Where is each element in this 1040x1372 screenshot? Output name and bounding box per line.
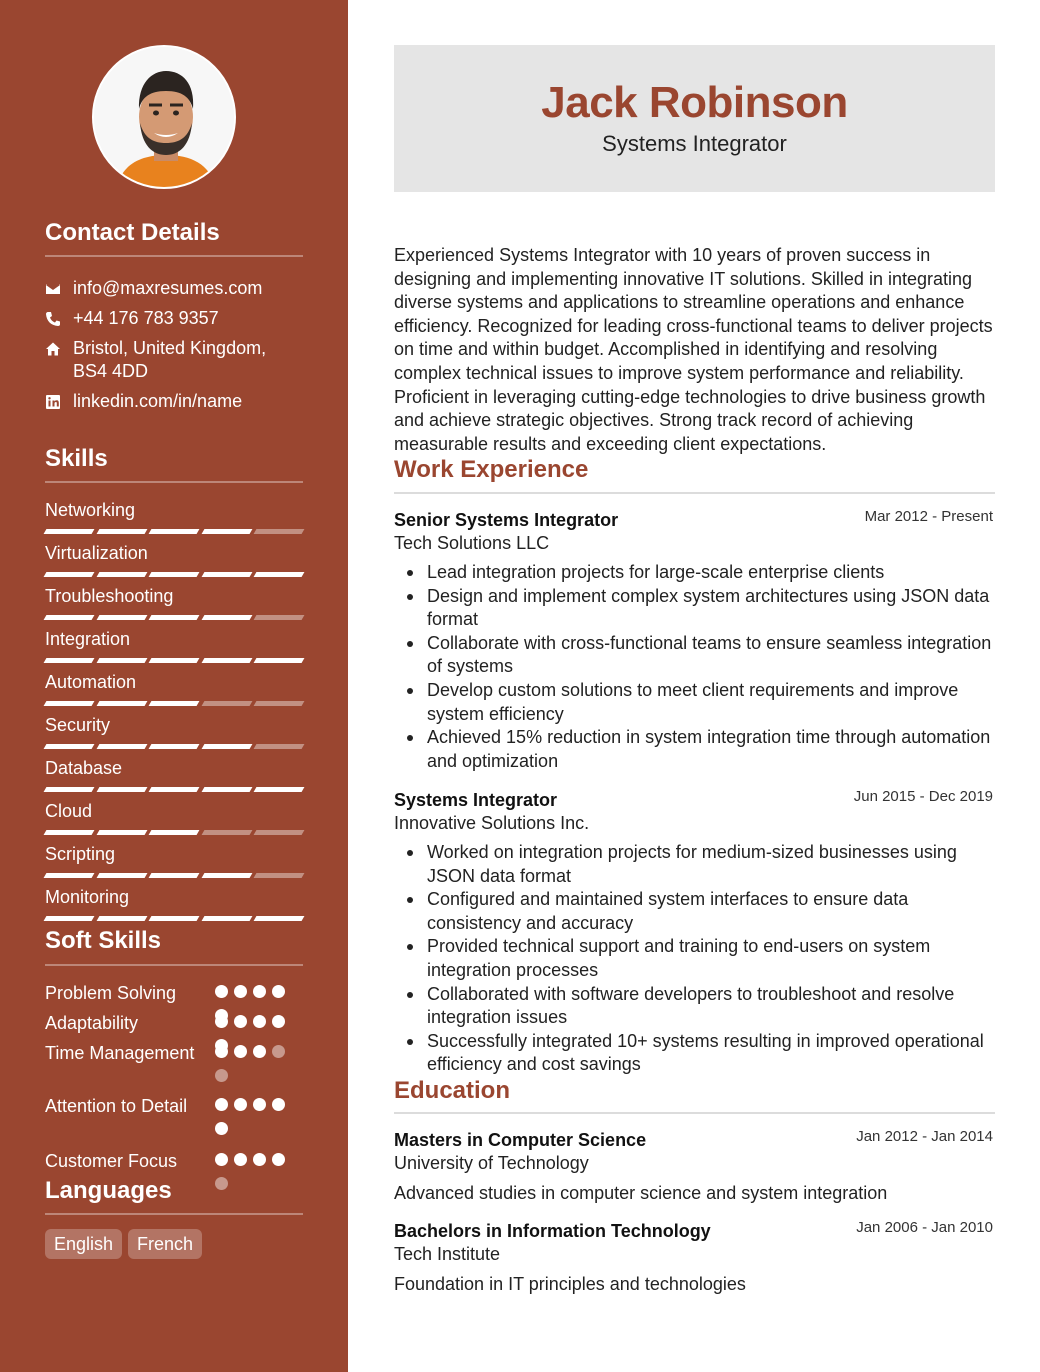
header [394, 45, 995, 192]
skill-level-segment [254, 787, 304, 792]
rating-dot [215, 1045, 228, 1058]
soft-skills-divider [45, 964, 303, 966]
skill-level-segment [149, 830, 199, 835]
rating-dot [234, 985, 247, 998]
contact-heading: Contact Details [45, 219, 220, 246]
skill-level-segment [254, 529, 304, 534]
skill-level-segment [96, 701, 146, 706]
skill-level-segment [201, 701, 251, 706]
job-bullets [394, 561, 995, 773]
skill-level-segment [96, 873, 146, 878]
job-dates: Jun 2015 - Dec 2019 [853, 788, 993, 805]
rating-dot [272, 1045, 285, 1058]
skill-level-segment [44, 701, 94, 706]
contact-phone [45, 307, 305, 333]
rating-dot [215, 1069, 228, 1082]
skill-level-segment [44, 873, 94, 878]
soft-skill-name: Adaptability [45, 1013, 139, 1033]
degree-dates: Jan 2006 - Jan 2010 [856, 1219, 993, 1236]
skill-level-segment [254, 701, 304, 706]
candidate-title: Systems Integrator [602, 131, 787, 156]
skill-level-segment [149, 787, 199, 792]
languages-list [45, 1229, 202, 1259]
address-text: Bristol, United Kingdom, BS4 4DD [73, 338, 267, 381]
degree-description: Advanced studies in computer science and system integration [394, 1183, 888, 1203]
skill-level-segment [96, 572, 146, 577]
languages-heading: Languages [45, 1177, 172, 1204]
skill-level-segment [44, 615, 94, 620]
rating-dot [253, 1153, 266, 1166]
job-bullet: Provided technical support and training to end-users on system integration processes [394, 935, 995, 982]
skill-level-segment [201, 916, 251, 921]
rating-dot [215, 1015, 228, 1028]
skill-item [45, 499, 303, 521]
skill-level-segment [201, 873, 251, 878]
rating-dot [272, 1015, 285, 1028]
skill-level-bar [45, 916, 303, 921]
school-name: Tech Institute [394, 1244, 501, 1264]
skill-name: Troubleshooting [45, 586, 174, 606]
job-title: Systems Integrator [394, 790, 558, 810]
skill-item [45, 542, 303, 564]
skills-divider [45, 481, 303, 483]
summary-text: Experienced Systems Integrator with 10 years of proven success in designing and implementing innovative IT solutions. Skilled in integrating diverse systems and applications to streamline operations and enhance efficiency. Recognized for leading cross-functional teams to deliver projects on time and within budget. Accomplished in identifying and resolving complex technical issues to improve system performance and reliability. Proficient in leveraging cutting-edge technologies to drive business growth and achieve strategic objectives. Strong track record of achieving measurable results and exceeding client expectations. [394, 245, 993, 454]
skill-level-bar [45, 787, 303, 792]
languages-divider [45, 1213, 303, 1215]
job-bullet: Achieved 15% reduction in system integration time through automation and optimization [394, 726, 995, 773]
rating-dot [234, 1153, 247, 1166]
rating-dot [215, 1122, 228, 1135]
skill-level-bar [45, 830, 303, 835]
rating-dot [272, 1098, 285, 1111]
skill-level-bar [45, 615, 303, 620]
skill-level-segment [149, 615, 199, 620]
rating-dot [215, 1177, 228, 1190]
skill-level-segment [254, 658, 304, 663]
job-bullet: Collaborate with cross-functional teams to ensure seamless integration of systems [394, 632, 995, 679]
linkedin-text[interactable]: linkedin.com/in/name [73, 391, 243, 411]
skill-level-bar [45, 529, 303, 534]
candidate-name: Jack Robinson [541, 78, 848, 127]
skill-level-segment [44, 658, 94, 663]
skill-level-segment [96, 744, 146, 749]
soft-skill-name: Customer Focus [45, 1151, 178, 1171]
skill-level-segment [96, 658, 146, 663]
skill-level-segment [201, 658, 251, 663]
skill-level-bar [45, 701, 303, 706]
skill-level-segment [44, 744, 94, 749]
sidebar [0, 0, 348, 1372]
skill-level-segment [201, 787, 251, 792]
contact-address [45, 337, 305, 383]
soft-skill-rating [215, 1045, 295, 1082]
phone-icon [45, 307, 73, 333]
skill-level-segment [44, 787, 94, 792]
contact-email [45, 277, 305, 303]
skill-item [45, 714, 303, 736]
job-bullet: Configured and maintained system interfaces to ensure data consistency and accuracy [394, 888, 995, 935]
work-experience-heading: Work Experience [394, 456, 589, 483]
degree-description: Foundation in IT principles and technologies [394, 1274, 746, 1294]
skill-level-segment [149, 916, 199, 921]
soft-skill-rating [215, 1098, 295, 1135]
linkedin-icon [45, 390, 73, 416]
skill-level-segment [96, 615, 146, 620]
skill-name: Networking [45, 500, 136, 520]
rating-dot [253, 985, 266, 998]
skill-level-segment [201, 615, 251, 620]
home-icon [45, 337, 73, 383]
skill-level-segment [44, 830, 94, 835]
contact-linkedin [45, 390, 305, 416]
rating-dot [253, 1098, 266, 1111]
job-title: Senior Systems Integrator [394, 510, 619, 530]
skill-level-segment [96, 830, 146, 835]
skill-level-segment [254, 615, 304, 620]
job-bullet: Lead integration projects for large-scale enterprise clients [394, 561, 995, 585]
rating-dot [234, 1015, 247, 1028]
skill-level-segment [254, 572, 304, 577]
job-bullet: Collaborated with software developers to troubleshoot and resolve integration issues [394, 983, 995, 1030]
job-company: Tech Solutions LLC [394, 533, 550, 553]
skill-level-segment [96, 916, 146, 921]
skill-name: Automation [45, 672, 137, 692]
soft-skills-heading: Soft Skills [45, 927, 162, 954]
skill-name: Security [45, 715, 111, 735]
skill-level-segment [254, 830, 304, 835]
skill-level-segment [254, 916, 304, 921]
skill-level-segment [149, 572, 199, 577]
degree-title: Masters in Computer Science [394, 1130, 647, 1150]
skill-level-bar [45, 572, 303, 577]
avatar [92, 45, 236, 189]
rating-dot [272, 1153, 285, 1166]
job-dates: Mar 2012 - Present [864, 508, 993, 525]
skill-name: Cloud [45, 801, 93, 821]
education-divider [394, 1112, 995, 1114]
phone-text[interactable]: +44 176 783 9357 [73, 308, 219, 328]
degree-dates: Jan 2012 - Jan 2014 [856, 1128, 993, 1145]
job-bullet: Design and implement complex system architectures using JSON data format [394, 585, 995, 632]
rating-dot [272, 985, 285, 998]
skill-item [45, 800, 303, 822]
skill-name: Monitoring [45, 887, 130, 907]
rating-dot [215, 985, 228, 998]
rating-dot [253, 1015, 266, 1028]
skill-item [45, 843, 303, 865]
job-company: Innovative Solutions Inc. [394, 813, 590, 833]
skill-level-segment [201, 529, 251, 534]
rating-dot [234, 1045, 247, 1058]
job-bullet: Successfully integrated 10+ systems resulting in improved operational efficiency and cost savings [394, 1030, 995, 1077]
skill-level-segment [44, 529, 94, 534]
profile-photo [94, 47, 236, 189]
skill-name: Virtualization [45, 543, 148, 563]
envelope-icon [45, 277, 73, 303]
email-text[interactable]: info@maxresumes.com [73, 278, 263, 298]
contact-divider [45, 255, 303, 257]
soft-skill-name: Problem Solving [45, 983, 177, 1003]
job-bullet: Develop custom solutions to meet client requirements and improve system efficiency [394, 679, 995, 726]
skill-level-segment [201, 744, 251, 749]
skill-level-segment [254, 744, 304, 749]
skill-item [45, 628, 303, 650]
skill-level-segment [149, 658, 199, 663]
skill-item [45, 585, 303, 607]
degree-title: Bachelors in Information Technology [394, 1221, 711, 1241]
job-bullet: Worked on integration projects for medium-sized businesses using JSON data format [394, 841, 995, 888]
skill-level-segment [149, 744, 199, 749]
skill-level-segment [96, 529, 146, 534]
soft-skill-name: Time Management [45, 1043, 195, 1063]
language-tag: English [45, 1229, 122, 1259]
soft-skill-name: Attention to Detail [45, 1096, 188, 1116]
work-experience-divider [394, 492, 995, 494]
skill-level-bar [45, 658, 303, 663]
skill-level-segment [149, 701, 199, 706]
skill-level-segment [149, 873, 199, 878]
skill-name: Integration [45, 629, 131, 649]
language-tag: French [128, 1229, 202, 1259]
rating-dot [234, 1098, 247, 1111]
soft-skill-rating [215, 1153, 295, 1190]
rating-dot [253, 1045, 266, 1058]
skills-heading: Skills [45, 445, 108, 472]
rating-dot [215, 1098, 228, 1111]
skill-level-segment [254, 873, 304, 878]
education-heading: Education [394, 1077, 511, 1104]
skill-level-segment [201, 572, 251, 577]
skill-level-segment [96, 787, 146, 792]
school-name: University of Technology [394, 1153, 589, 1173]
job-bullets [394, 841, 995, 1077]
skill-level-segment [44, 916, 94, 921]
skill-item [45, 757, 303, 779]
skill-level-segment [149, 529, 199, 534]
skill-level-segment [44, 572, 94, 577]
skill-level-segment [201, 830, 251, 835]
skill-item [45, 671, 303, 693]
skill-name: Database [45, 758, 123, 778]
skill-item [45, 886, 303, 908]
skill-level-bar [45, 873, 303, 878]
rating-dot [215, 1153, 228, 1166]
skill-name: Scripting [45, 844, 116, 864]
skill-level-bar [45, 744, 303, 749]
